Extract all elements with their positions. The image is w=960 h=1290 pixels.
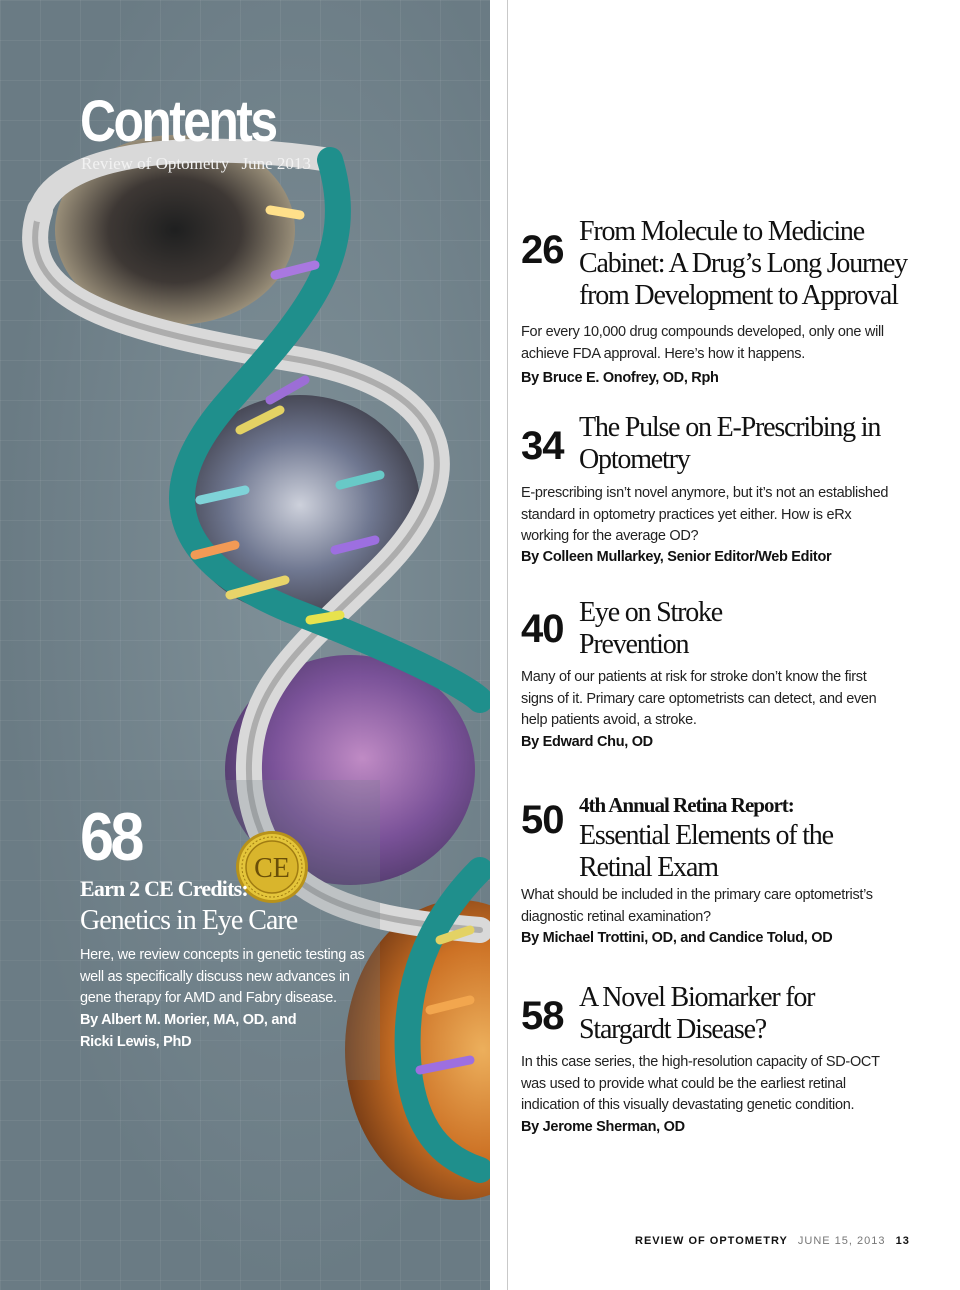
article-kicker: 4th Annual Retina Report: (579, 793, 794, 817)
article-title-block[interactable] (579, 790, 929, 884)
article-entry (521, 216, 921, 396)
article-description: What should be included in the primary care optometrist’s diagnostic retinal examination? (521, 887, 873, 925)
article-page-number[interactable]: 40 (521, 607, 564, 651)
issue-line (81, 154, 311, 174)
footer-publication: REVIEW OF OPTOMETRY (635, 1235, 788, 1247)
article-byline: By Colleen Mullarkey, Senior Editor/Web Editor (521, 549, 832, 565)
article-page-number[interactable]: 34 (521, 424, 564, 468)
article-byline: By Bruce E. Onofrey, OD, Rph (521, 370, 719, 386)
feature-title[interactable]: Genetics in Eye Care (80, 905, 298, 936)
column-divider (507, 0, 508, 1290)
contents-heading: Contents (80, 89, 276, 154)
article-description: E-prescribing isn’t novel anymore, but it’s not an established standard in optometry practices yet either. How is eRx working for the average OD? (521, 485, 889, 544)
feature-byline-line-1: By Albert M. Morier, MA, OD, and (80, 1012, 297, 1028)
feature-kicker: Earn 2 CE Credits: (80, 876, 248, 901)
footer-page-number: 13 (895, 1235, 910, 1247)
article-title[interactable]: A Novel Biomarker for Stargardt Disease? (579, 982, 815, 1045)
article-byline: By Edward Chu, OD (521, 734, 653, 750)
feature-byline-line-2: Ricki Lewis, PhD (80, 1033, 192, 1050)
article-entry (521, 597, 921, 757)
publication-name: Review of Optometry (81, 154, 230, 173)
ce-badge-label: CE (254, 853, 290, 884)
feature-byline (80, 1010, 340, 1053)
footer-date: JUNE 15, 2013 (797, 1235, 886, 1247)
article-description: Many of our patients at risk for stroke don’t know the first signs of it. Primary care optometrists can detect, and even help patients avoid, a stroke. (521, 669, 877, 728)
feature-page-number[interactable]: 68 (80, 799, 141, 875)
article-description: For every 10,000 drug compounds developed, only one will achieve FDA approval. Here’s how it happens. (521, 324, 884, 362)
article-entry (521, 982, 921, 1152)
article-title[interactable]: From Molecule to Medicine Cabinet: A Drug’s Long Journey from Development to Approval (579, 216, 907, 311)
article-title[interactable]: The Pulse on E-Prescribing in Optometry (579, 412, 881, 475)
article-page-number[interactable]: 50 (521, 798, 564, 842)
article-title[interactable]: Eye on Stroke Prevention (579, 597, 723, 660)
article-byline: By Michael Trottini, OD, and Candice Tolud, OD (521, 930, 833, 946)
article-page-number[interactable]: 26 (521, 228, 564, 272)
article-title[interactable]: Essential Elements of the Retinal Exam (579, 820, 833, 883)
article-description: In this case series, the high-resolution capacity of SD-OCT was used to provide what could be the earliest retinal indication of this visually devastating genetic condition. (521, 1054, 880, 1113)
article-entry (521, 790, 921, 955)
page-footer (635, 1235, 910, 1247)
feature-description: Here, we review concepts in genetic testing as well as specifically discuss new advances in gene therapy for AMD and Fabry disease. (80, 947, 365, 1006)
article-entry (521, 412, 921, 572)
article-page-number[interactable]: 58 (521, 994, 564, 1038)
article-byline: By Jerome Sherman, OD (521, 1119, 685, 1135)
issue-date: June 2013 (241, 154, 311, 173)
